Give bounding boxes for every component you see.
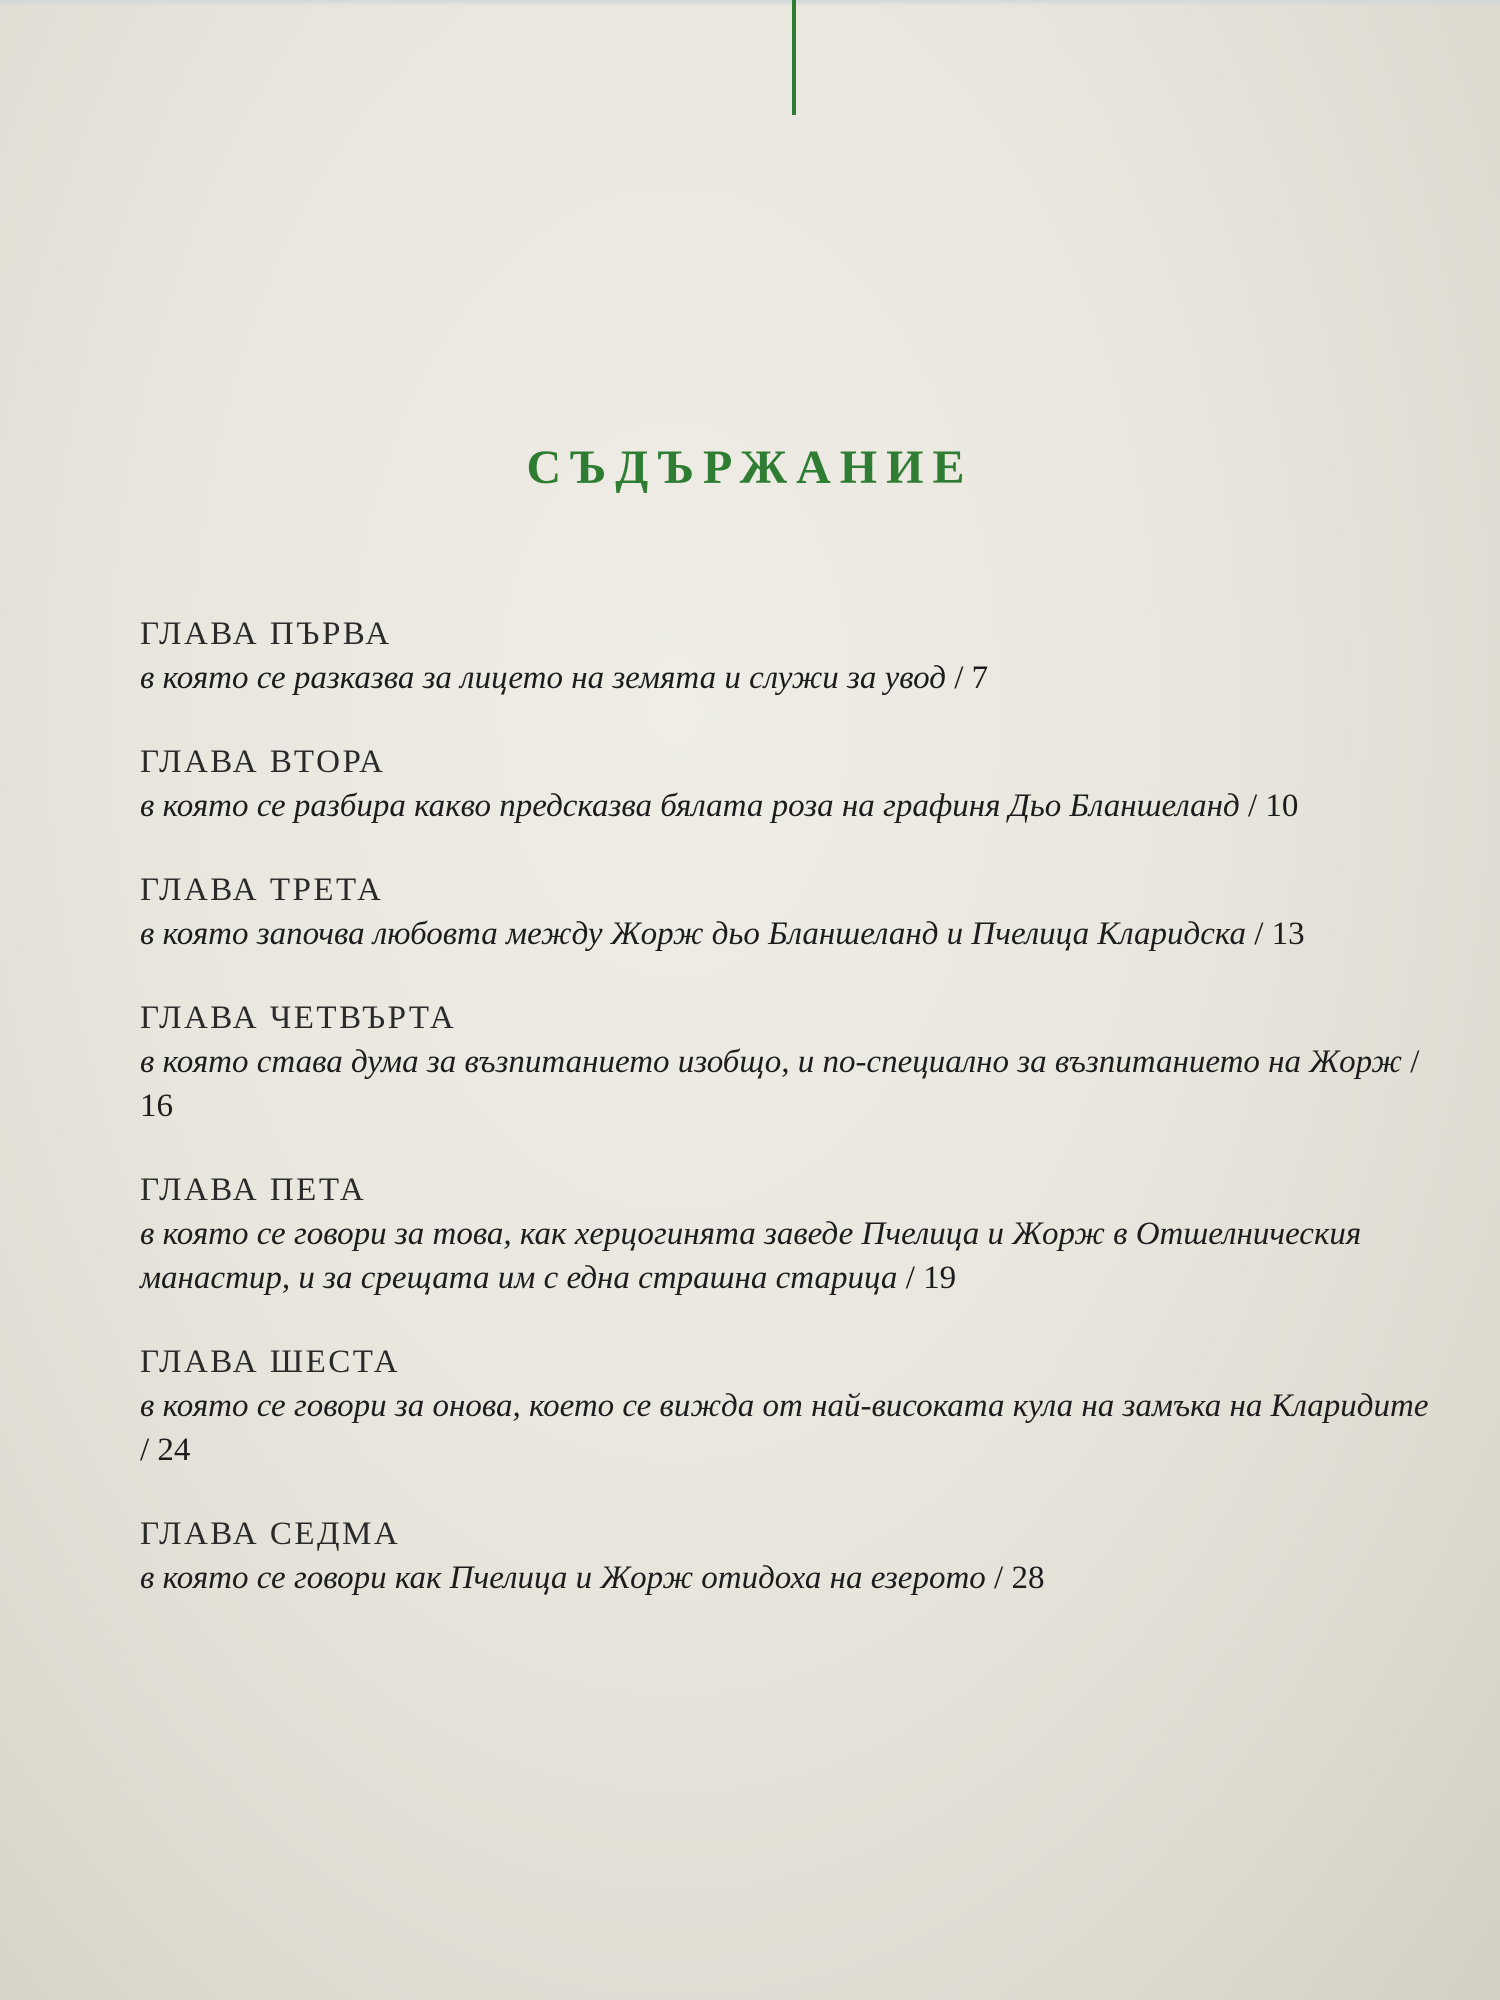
toc-entry	[140, 1340, 1440, 1472]
toc-entry	[140, 612, 1440, 700]
decorative-vertical-rule	[792, 0, 796, 115]
chapter-description-text: в която се говори как Пчелица и Жорж отидоха на езерото	[140, 1560, 986, 1596]
chapter-heading: ГЛАВА ТРЕТА	[140, 872, 384, 908]
chapter-description	[140, 1212, 1440, 1300]
chapter-heading: ГЛАВА ШЕСТА	[140, 1344, 401, 1380]
chapter-heading: ГЛАВА ВТОРА	[140, 744, 386, 780]
chapter-description	[140, 784, 1440, 828]
chapter-page-number: / 7	[954, 660, 989, 696]
chapter-description-text: в която се разказва за лицето на земята и служи за увод	[140, 660, 946, 696]
chapter-description	[140, 1384, 1440, 1472]
chapter-description-text: в която се говори за онова, което се вижда от най-високата кула на замъка на Кларидите	[140, 1388, 1429, 1424]
chapter-description-text: в която се говори за това, как херцогинята заведе Пчелица и Жорж в Отшелническия манастир, и за срещата им с една страшна старица	[140, 1216, 1362, 1296]
chapter-heading: ГЛАВА ПЪРВА	[140, 616, 392, 652]
chapter-description-text: в която започва любовта между Жорж дьо Бланшеланд и Пчелица Кларидска	[140, 916, 1246, 952]
chapter-description	[140, 912, 1440, 956]
toc-entry	[140, 1512, 1440, 1600]
chapter-heading: ГЛАВА СЕДМА	[140, 1516, 401, 1552]
chapter-heading: ГЛАВА ПЕТА	[140, 1172, 367, 1208]
chapter-heading: ГЛАВА ЧЕТВЪРТА	[140, 1000, 457, 1036]
chapter-description-text: в която става дума за възпитанието изобщо, и по-специално за възпитанието на Жорж	[140, 1044, 1402, 1080]
toc-entry	[140, 1168, 1440, 1300]
chapter-description-text: в която се разбира какво предсказва бялата роза на графиня Дьо Бланшеланд	[140, 788, 1240, 824]
page-top-edge	[0, 0, 1500, 6]
chapter-description	[140, 1556, 1440, 1600]
chapter-page-number: / 19	[905, 1260, 957, 1296]
toc-entry	[140, 868, 1440, 956]
chapter-page-number: / 28	[994, 1560, 1045, 1596]
chapter-page-number: / 13	[1254, 916, 1305, 952]
page-title: СЪДЪРЖАНИЕ	[526, 441, 974, 494]
chapter-page-number: / 16	[140, 1044, 1420, 1124]
toc-entry	[140, 996, 1440, 1128]
chapter-description	[140, 1040, 1440, 1128]
chapter-description	[140, 656, 1440, 700]
toc-entry	[140, 740, 1440, 828]
chapter-page-number: / 24	[140, 1432, 191, 1468]
chapter-page-number: / 10	[1247, 788, 1299, 824]
table-of-contents	[140, 612, 1440, 1640]
